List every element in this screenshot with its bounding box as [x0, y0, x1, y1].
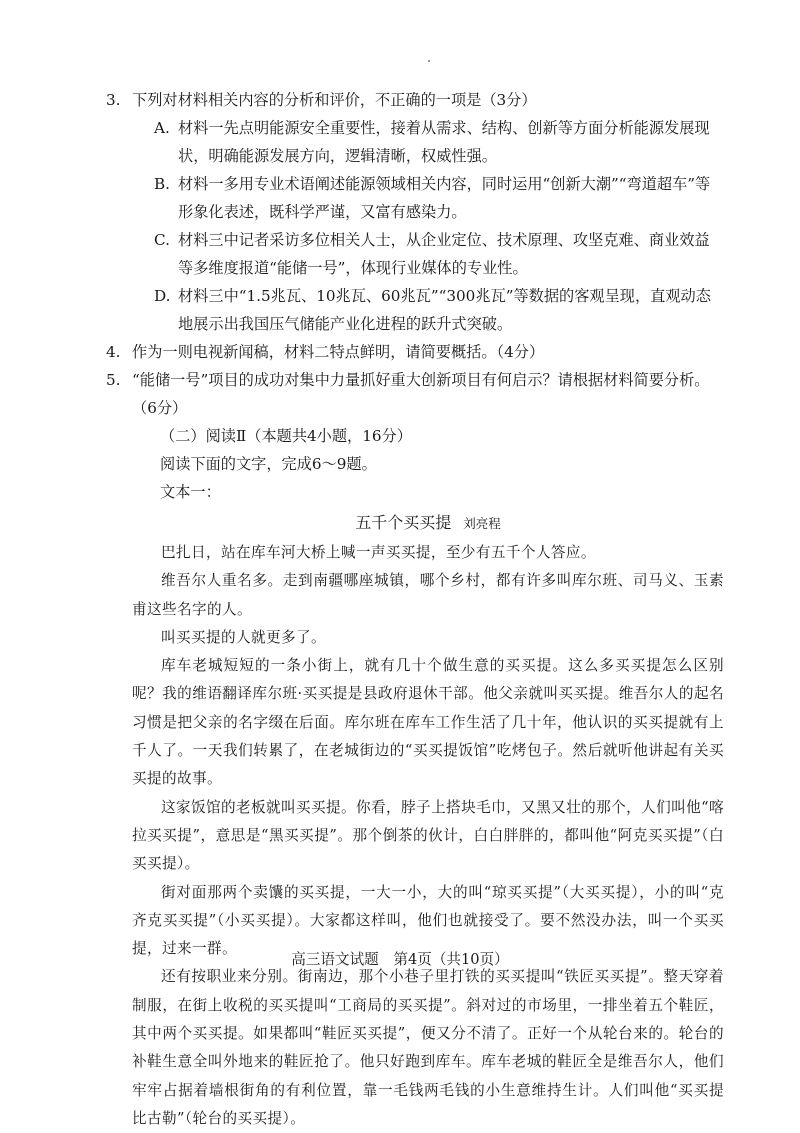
option-b — [132, 170, 724, 226]
text-label: 文本一： — [160, 483, 221, 501]
option-text: 材料一多用专业术语阐述能源领域相关内容，同时运用“创新大潮”“弯道超车”等形象化表述，既科学严谨，又富有感染力。 — [178, 175, 711, 221]
question-stem: 下列对材料相关内容的分析和评价，不正确的一项是（3分） — [132, 91, 537, 109]
story-paragraph: 街对面那两个卖馕的买买提，一大一小，大的叫“琼买买提”（大买买提），小的叫“克齐克买买提”（小买买提）。大家都这样叫，他们也就接受了。要不然没办法，叫一个买买提，过来一群。 — [132, 883, 724, 958]
option-letter: D. — [154, 287, 171, 305]
option-text: 材料三中记者采访多位相关人士，从企业定位、技术原理、攻坚克难、商业效益等多维度报道“能储一号”，体现行业媒体的专业性。 — [178, 231, 710, 277]
option-text: 材料三中“1.5兆瓦、10兆瓦、60兆瓦”“300兆瓦”等数据的客观呈现，直观动态地展示出我国压气储能产业化进程的跃升式突破。 — [178, 287, 711, 333]
question-text: “能储一号”项目的成功对集中力量抓好重大创新项目有何启示？请根据材料简要分析。 — [132, 371, 710, 389]
question-number: 4. — [106, 343, 121, 361]
question-5-score: （6分） — [132, 399, 188, 417]
story-paragraph: 巴扎日，站在库车河大桥上喊一声买买提，至少有五千个人答应。 — [161, 544, 596, 561]
option-c — [132, 226, 724, 282]
question-text: 作为一则电视新闻稿，材料二特点鲜明，请简要概括。（4分） — [132, 343, 545, 361]
story-paragraph: 这家饭馆的老板就叫买买提。你看，脖子上搭块毛巾，又黑又壮的那个，人们叫他“喀拉买买提”，意思是“黑买买提”。那个倒茶的伙计，白白胖胖的，都叫他“阿克买买提”（白买买提）。 — [132, 798, 724, 873]
story-paragraph: 叫买买提的人就更多了。 — [161, 628, 326, 646]
question-4 — [106, 338, 724, 366]
option-letter: A. — [154, 119, 170, 137]
option-text: 材料一先点明能源安全重要性，接着从需求、结构、创新等方面分析能源发展现状，明确能源发展方向，逻辑清晰，权威性强。 — [178, 119, 710, 165]
story-title-line — [132, 508, 724, 539]
question-3 — [106, 86, 724, 114]
story-paragraph: 维吾尔人重名多。走到南疆哪座城镇，哪个乡村，都有许多叫库尔班、司马义、玉素甫这些名字的人。 — [132, 572, 724, 618]
page-footer: 高三语文试题 第4页（共10页） — [291, 951, 509, 968]
option-a — [132, 114, 724, 170]
story-paragraph: 还有按职业来分别。街南边，那个小巷子里打铁的买买提叫“铁匠买买提”。整天穿着制服，在街上收税的买买提叫“工商局的买买提”。斜对过的市场里，一排坐着五个鞋匠，其中两个买买提。如果都叫“鞋匠买买提”，便又分不清了。正好一个从轮台来的。轮台的补鞋生意全叫外地来的鞋匠抢了。他只好跑到库车。库车老城的鞋匠全是维吾尔人，他们牢牢占据着墙根街角的有利位置，靠一毛钱两毛钱的小生意维持生计。人们叫他“买买提比古勒”（轮台的买买提）。 — [132, 968, 724, 1127]
section-heading: （二）阅读Ⅱ（本题共4小题，16分） — [160, 427, 412, 445]
option-d — [132, 282, 724, 338]
option-letter: C. — [154, 231, 170, 249]
section-instruction: 阅读下面的文字，完成6～9题。 — [160, 455, 377, 473]
question-number: 5. — [106, 371, 121, 389]
question-5 — [106, 366, 724, 394]
story-author: 刘亮程 — [463, 516, 501, 531]
story-paragraph: 库车老城短短的一条小街上，就有几十个做生意的买买提。这么多买买提怎么区别呢？我的维语翻译库尔班·买买提是县政府退休干部。他父亲就叫买买提。维吾尔人的起名习惯是把父亲的名字缀在后面。库尔班在库车工作生活了几十年，他认识的买买提就有上千人了。一天我们转累了，在老城街边的“买买提饭馆”吃烤包子。然后就听他讲起有关买买提的故事。 — [132, 657, 724, 788]
story-title: 五千个买买提 — [355, 513, 452, 532]
question-number: 3. — [106, 91, 121, 109]
option-letter: B. — [154, 175, 170, 193]
